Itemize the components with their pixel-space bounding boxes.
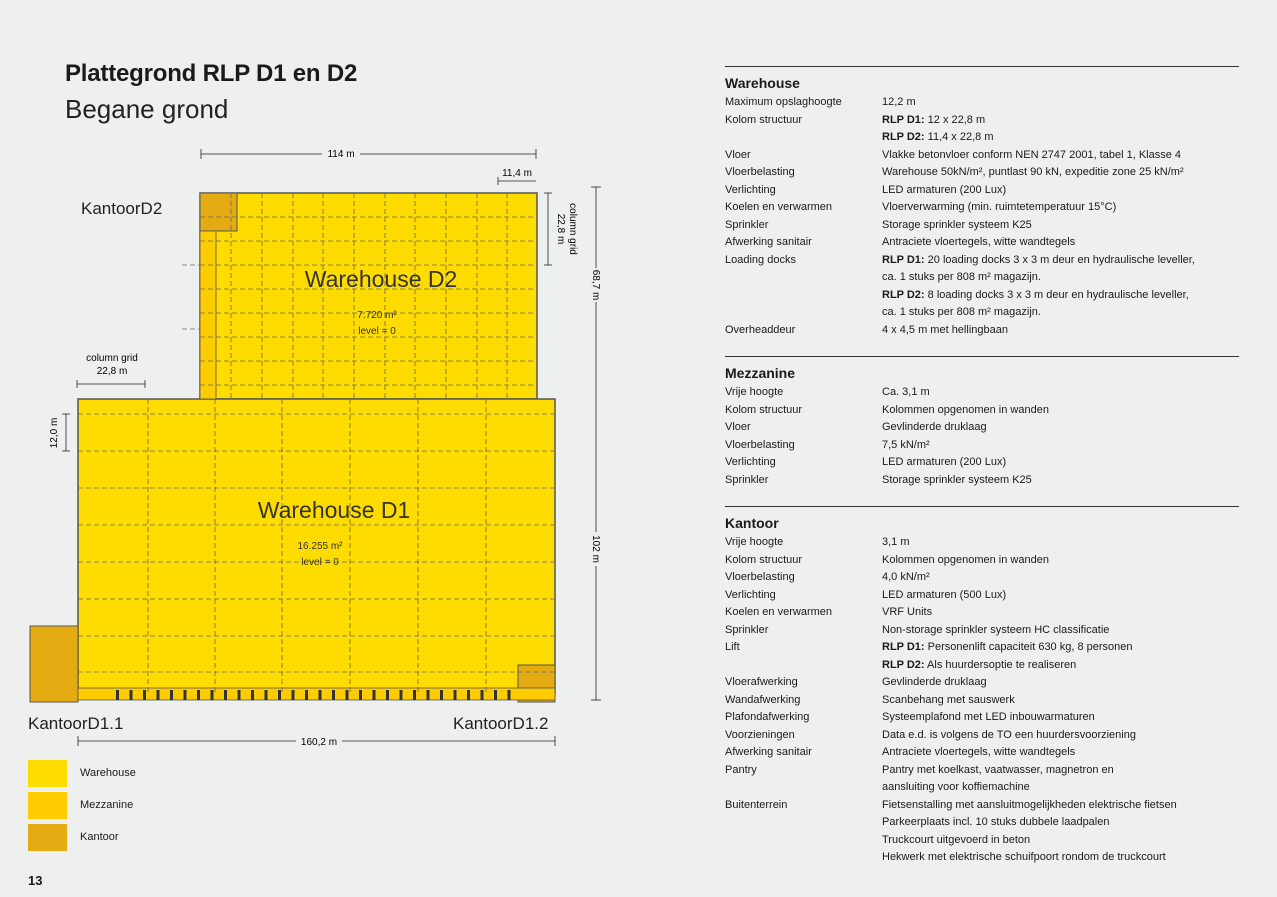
kantoor-d11-label: KantoorD1.1 (28, 714, 124, 733)
spec-value-text: 3,1 m (882, 536, 910, 548)
dim-bottom: 160,2 m (300, 737, 338, 748)
spec-value-line (882, 552, 1239, 570)
spec-value-text: Truckcourt uitgevoerd in beton (882, 833, 1031, 846)
spec-label: Buitenterrein (725, 798, 788, 811)
spec-section-heading: Warehouse (725, 75, 800, 91)
spec-value-line (882, 569, 1239, 587)
spec-values (882, 587, 1239, 605)
floor-plan (0, 0, 700, 760)
spec-value-text: 8 loading docks 3 x 3 m deur en hydraulische leveller, (924, 288, 1189, 301)
spec-label: Vloerbelasting (725, 438, 795, 451)
spec-section (725, 66, 1239, 339)
dim-right-lower: 102 m (590, 535, 601, 563)
spec-value-text: Data e.d. is volgens de TO een huurdersvoorziening (882, 728, 1136, 741)
column-grid-right-line2: 22,8 m (555, 213, 566, 245)
spec-values (882, 234, 1239, 252)
spec-value-prefix: RLP D2: (882, 288, 925, 301)
spec-value-text: 12,2 m (882, 96, 916, 108)
loading-dock-mark (346, 690, 349, 700)
spec-label: Plafondafwerking (725, 711, 810, 723)
spec-label: Maximum opslaghoogte (725, 96, 842, 108)
spec-value-text: Scanbehang met sauswerk (882, 693, 1015, 706)
spec-values (882, 217, 1239, 235)
spec-row (725, 182, 1239, 200)
spec-values (882, 604, 1239, 622)
spec-value-text: 20 loading docks 3 x 3 m deur en hydraulische leveller, (924, 253, 1195, 266)
spec-row (725, 797, 1239, 867)
spec-value-text: Hekwerk met elektrische schuifpoort rondom de truckcourt (882, 851, 1166, 863)
dim-top-bay: 11,4 m (502, 168, 532, 179)
spec-value-text: ca. 1 stuks per 808 m² magazijn. (882, 306, 1041, 318)
loading-dock-mark (130, 690, 133, 700)
spec-value-line (882, 674, 1239, 692)
spec-label: Verlichting (725, 456, 776, 468)
spec-value-line (882, 534, 1239, 552)
spec-label: Sprinkler (725, 218, 769, 231)
spec-value-text: Parkeerplaats incl. 10 stuks dubbele laadpalen (882, 816, 1110, 828)
loading-dock-mark (197, 690, 200, 700)
spec-row (725, 727, 1239, 745)
spec-value-line (882, 727, 1239, 745)
spec-row (725, 534, 1239, 552)
spec-row (725, 587, 1239, 605)
loading-dock-mark (143, 690, 146, 700)
spec-label: Afwerking sanitair (725, 746, 812, 758)
spec-row (725, 622, 1239, 640)
spec-row (725, 639, 1239, 674)
spec-value-line (882, 797, 1239, 815)
legend (28, 757, 136, 853)
spec-value-text: Als huurdersoptie te realiseren (924, 658, 1077, 671)
loading-dock-mark (467, 690, 470, 700)
warehouse-d1-level: level = 0 (301, 557, 339, 568)
spec-values (882, 384, 1239, 402)
spec-value-text: Storage sprinkler systeem K25 (882, 473, 1032, 486)
spec-label: Verlichting (725, 588, 776, 601)
spec-values (882, 164, 1239, 182)
spec-value-text: Pantry met koelkast, vaatwasser, magnetron en (882, 763, 1114, 776)
spec-row (725, 454, 1239, 472)
spec-values (882, 199, 1239, 217)
spec-value-line (882, 129, 1239, 147)
spec-value-line (882, 402, 1239, 420)
warehouse-d2-name: Warehouse D2 (304, 266, 458, 292)
spec-value-line (882, 269, 1239, 287)
spec-label: Wandafwerking (725, 693, 801, 706)
spec-value-line (882, 147, 1239, 165)
spec-values (882, 727, 1239, 745)
spec-values (882, 112, 1239, 147)
spec-value-text: aansluiting voor koffiemachine (882, 781, 1030, 793)
page-subtitle: Begane grond (65, 94, 229, 124)
spec-row (725, 709, 1239, 727)
spec-value-line (882, 604, 1239, 622)
spec-value-text: 11,4 x 22,8 m (924, 131, 994, 143)
spec-label: Pantry (725, 763, 757, 776)
spec-section-heading: Mezzanine (725, 365, 796, 381)
spec-row (725, 402, 1239, 420)
spec-value-line (882, 692, 1239, 710)
spec-section (725, 506, 1239, 867)
legend-swatch (28, 792, 67, 819)
page-number: 13 (28, 873, 43, 888)
spec-section-heading: Kantoor (725, 515, 779, 531)
spec-value-text: LED armaturen (200 Lux) (882, 183, 1007, 196)
spec-label: Sprinkler (725, 623, 769, 636)
spec-value-prefix: RLP D1: (882, 113, 925, 126)
warehouse-d1-name: Warehouse D1 (257, 497, 411, 523)
spec-value-line (882, 164, 1239, 182)
spec-row (725, 252, 1239, 322)
spec-value-line (882, 472, 1239, 490)
spec-value-line (882, 322, 1239, 340)
page-title: Plattegrond RLP D1 en D2 (65, 60, 358, 87)
spec-value-line (882, 762, 1239, 780)
spec-value-line (882, 657, 1239, 675)
spec-label: Vloerbelasting (725, 166, 795, 178)
warehouse-d2-level: level = 0 (358, 326, 396, 337)
spec-label: Loading docks (725, 253, 796, 266)
spec-label: Kolom structuur (725, 113, 803, 126)
spec-value-line (882, 112, 1239, 130)
spec-values (882, 744, 1239, 762)
loading-dock-mark (157, 690, 160, 700)
legend-label: Mezzanine (80, 799, 134, 811)
spec-value-text: Antraciete vloertegels, witte wandtegels (882, 236, 1076, 248)
spec-values (882, 534, 1239, 552)
kantoor-d11-area (30, 626, 78, 702)
spec-label: Koelen en verwarmen (725, 606, 833, 618)
spec-label: Vrije hoogte (725, 386, 784, 398)
spec-values (882, 709, 1239, 727)
spec-label: Vloerbelasting (725, 571, 795, 583)
spec-values (882, 674, 1239, 692)
legend-swatch (28, 824, 67, 851)
loading-dock-mark (211, 690, 214, 700)
spec-value-line (882, 814, 1239, 832)
spec-row (725, 472, 1239, 490)
spec-values (882, 762, 1239, 797)
specifications (725, 66, 1239, 884)
spec-value-text: Ca. 3,1 m (882, 386, 930, 398)
warehouse-d1-area-value: 16.255 m² (297, 541, 343, 552)
mezzanine-d2 (200, 231, 216, 399)
legend-item (28, 821, 136, 853)
loading-dock-mark (508, 690, 511, 700)
spec-row (725, 569, 1239, 587)
legend-item (28, 757, 136, 789)
spec-value-line (882, 304, 1239, 322)
loading-dock-mark (265, 690, 268, 700)
spec-value-text: Fietsenstalling met aansluitmogelijkheden elektrische fietsen (882, 798, 1177, 811)
spec-values (882, 402, 1239, 420)
spec-value-line (882, 587, 1239, 605)
spec-label: Kolom structuur (725, 553, 803, 566)
spec-value-text: Vloerverwarming (min. ruimtetemperatuur 15°C) (882, 201, 1117, 213)
column-grid-left-line2: 22,8 m (96, 366, 128, 377)
spec-value-line (882, 622, 1239, 640)
kantoor-d2-label: KantoorD2 (81, 199, 163, 218)
spec-row (725, 199, 1239, 217)
spec-value-prefix: RLP D2: (882, 131, 925, 143)
spec-row (725, 112, 1239, 147)
loading-dock-mark (224, 690, 227, 700)
spec-value-line (882, 437, 1239, 455)
spec-value-text: Storage sprinkler systeem K25 (882, 218, 1032, 231)
spec-label: Vloer (725, 148, 751, 161)
spec-label: Koelen en verwarmen (725, 201, 833, 213)
loading-dock-mark (481, 690, 484, 700)
spec-label: Lift (725, 641, 740, 653)
spec-values (882, 454, 1239, 472)
spec-label: Vrije hoogte (725, 536, 784, 548)
loading-dock-mark (427, 690, 430, 700)
spec-value-text: Personenlift capaciteit 630 kg, 8 personen (924, 641, 1133, 653)
spec-row (725, 437, 1239, 455)
spec-value-text: VRF Units (882, 606, 933, 618)
spec-row (725, 384, 1239, 402)
spec-values (882, 622, 1239, 640)
spec-value-line (882, 849, 1239, 867)
spec-value-line (882, 709, 1239, 727)
loading-dock-mark (184, 690, 187, 700)
dim-top-total: 114 m (327, 149, 355, 160)
spec-value-text: Non-storage sprinkler systeem HC classificatie (882, 623, 1110, 636)
spec-value-prefix: RLP D1: (882, 641, 925, 653)
warehouse-d2-area (200, 193, 537, 399)
spec-value-line (882, 287, 1239, 305)
spec-label: Overheaddeur (725, 323, 796, 336)
spec-values (882, 182, 1239, 200)
kantoor-d12-label: KantoorD1.2 (453, 714, 549, 733)
spec-value-text: Antraciete vloertegels, witte wandtegels (882, 746, 1076, 758)
spec-label: Vloerafwerking (725, 676, 798, 688)
loading-dock-mark (494, 690, 497, 700)
spec-values (882, 569, 1239, 587)
loading-dock-mark (170, 690, 173, 700)
spec-value-text: LED armaturen (200 Lux) (882, 456, 1007, 468)
spec-value-line (882, 199, 1239, 217)
spec-label: Voorzieningen (725, 728, 795, 741)
loading-dock-mark (319, 690, 322, 700)
legend-label: Kantoor (80, 831, 119, 843)
legend-swatch (28, 760, 67, 787)
spec-value-text: LED armaturen (500 Lux) (882, 588, 1007, 601)
spec-section (725, 356, 1239, 489)
spec-value-text: 12 x 22,8 m (924, 113, 986, 126)
spec-row (725, 217, 1239, 235)
dim-left: 12,0 m (49, 417, 60, 449)
spec-row (725, 322, 1239, 340)
spec-value-line (882, 419, 1239, 437)
loading-dock-mark (413, 690, 416, 700)
spec-value-text: 4 x 4,5 m met hellingbaan (882, 323, 1008, 336)
loading-dock-mark (373, 690, 376, 700)
spec-row (725, 692, 1239, 710)
spec-value-text: Gevlinderde druklaag (882, 421, 987, 433)
spec-value-line (882, 384, 1239, 402)
loading-dock-mark (332, 690, 335, 700)
legend-label: Warehouse (80, 767, 136, 779)
column-grid-left-line1: column grid (86, 353, 138, 364)
spec-label: Sprinkler (725, 473, 769, 486)
spec-value-line (882, 94, 1239, 112)
spec-label: Afwerking sanitair (725, 236, 812, 248)
spec-value-text: Kolommen opgenomen in wanden (882, 403, 1049, 416)
legend-item (28, 789, 136, 821)
spec-values (882, 797, 1239, 867)
spec-values (882, 252, 1239, 322)
spec-value-line (882, 832, 1239, 850)
spec-row (725, 552, 1239, 570)
spec-row (725, 234, 1239, 252)
loading-dock-mark (292, 690, 295, 700)
spec-values (882, 419, 1239, 437)
spec-value-text: Systeemplafond met LED inbouwarmaturen (882, 711, 1095, 723)
loading-dock-mark (400, 690, 403, 700)
spec-value-text: Gevlinderde druklaag (882, 676, 987, 688)
spec-value-line (882, 744, 1239, 762)
spec-value-line (882, 639, 1239, 657)
loading-dock-mark (386, 690, 389, 700)
spec-row (725, 762, 1239, 797)
spec-values (882, 639, 1239, 674)
kantoor-d2-area (200, 193, 237, 231)
loading-dock-mark (359, 690, 362, 700)
spec-row (725, 94, 1239, 112)
spec-values (882, 94, 1239, 112)
spec-row (725, 164, 1239, 182)
warehouse-d2-area-value: 7.720 m² (357, 310, 397, 321)
spec-label: Verlichting (725, 183, 776, 196)
column-grid-right-line1: column grid (567, 203, 578, 255)
spec-value-text: Warehouse 50kN/m², puntlast 90 kN, expeditie zone 25 kN/m² (882, 166, 1184, 178)
spec-value-prefix: RLP D2: (882, 658, 925, 671)
loading-dock-mark (440, 690, 443, 700)
spec-value-line (882, 779, 1239, 797)
spec-row (725, 419, 1239, 437)
spec-values (882, 552, 1239, 570)
loading-dock-mark (278, 690, 281, 700)
spec-label: Vloer (725, 421, 751, 433)
spec-value-text: 7,5 kN/m² (882, 438, 930, 451)
spec-label: Kolom structuur (725, 403, 803, 416)
spec-row (725, 604, 1239, 622)
loading-dock-mark (116, 690, 119, 700)
spec-values (882, 147, 1239, 165)
spec-row (725, 744, 1239, 762)
spec-value-line (882, 252, 1239, 270)
spec-value-line (882, 454, 1239, 472)
spec-value-prefix: RLP D1: (882, 253, 925, 266)
spec-value-text: Kolommen opgenomen in wanden (882, 553, 1049, 566)
spec-value-text: 4,0 kN/m² (882, 571, 930, 583)
spec-value-text: Vlakke betonvloer conform NEN 2747 2001, tabel 1, Klasse 4 (882, 148, 1182, 161)
loading-dock-mark (454, 690, 457, 700)
spec-values (882, 322, 1239, 340)
spec-value-text: ca. 1 stuks per 808 m² magazijn. (882, 271, 1041, 283)
loading-dock-mark (238, 690, 241, 700)
loading-dock-mark (305, 690, 308, 700)
spec-values (882, 437, 1239, 455)
spec-value-line (882, 182, 1239, 200)
spec-value-line (882, 217, 1239, 235)
dim-right-upper: 68,7 m (590, 269, 601, 301)
loading-dock-mark (251, 690, 254, 700)
spec-values (882, 692, 1239, 710)
spec-value-line (882, 234, 1239, 252)
spec-row (725, 674, 1239, 692)
spec-values (882, 472, 1239, 490)
spec-row (725, 147, 1239, 165)
